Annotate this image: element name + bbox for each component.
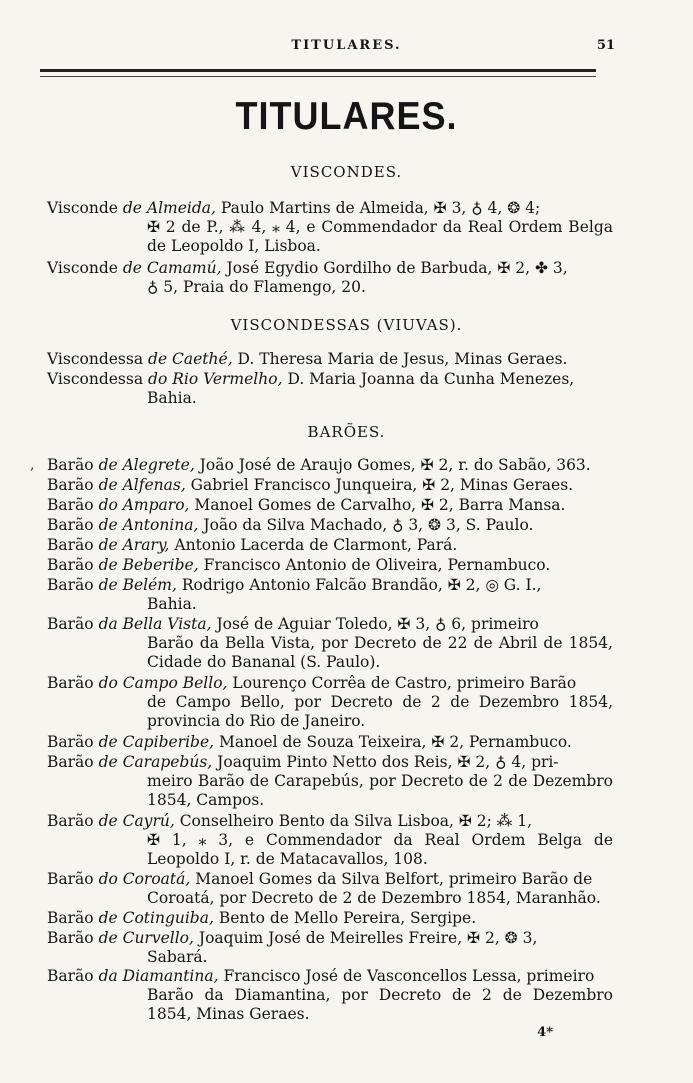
entry-rank: Barão — [47, 456, 94, 474]
entry-place: de Almeida, — [122, 199, 216, 217]
entry-rank: Visconde — [47, 259, 118, 277]
entry-barao-coroata — [47, 870, 613, 908]
entry-rank: Barão — [47, 929, 94, 947]
entry-place: do Rio Vermelho, — [148, 370, 283, 388]
signature-mark: 4* — [537, 1025, 553, 1040]
entry-barao-carapebus — [47, 753, 613, 810]
section-heading-viscondessas: VISCONDESSAS (VIUVAS). — [230, 316, 463, 334]
section-heading-viscondes: VISCONDES. — [290, 163, 403, 181]
entry-rank: Barão — [47, 496, 94, 514]
entry-place: de Caethé, — [148, 350, 233, 368]
entry-text: João José de Araujo Gomes, ✠ 2, r. do Sabão, 363. — [194, 456, 591, 474]
entry-continuation: ✠ 1, ⁎ 3, e Commendador da Real Ordem Belga de Leopoldo I, r. de Matacavallos, 108. — [147, 831, 613, 868]
entry-barao-alegrete — [30, 456, 613, 475]
entry-text: Manoel Gomes de Carvalho, ✠ 2, Barra Mansa. — [189, 496, 566, 514]
entry-place: de Capiberibe, — [98, 733, 215, 751]
entry-barao-beberibe — [47, 556, 613, 575]
entry-rank: Barão — [47, 516, 94, 534]
entry-rank: Barão — [47, 870, 94, 888]
entry-text: Joaquim José de Meirelles Freire, ✠ 2, ❂ 3, — [193, 929, 538, 947]
entry-rank: Barão — [47, 909, 94, 927]
entry-text: Conselheiro Bento da Silva Lisboa, ✠ 2; ⁂ 1, — [174, 812, 533, 830]
entry-place: de Alfenas, — [98, 476, 186, 494]
entry-barao-arary — [47, 536, 613, 555]
entry-place: de Antonina, — [98, 516, 199, 534]
running-head — [0, 38, 693, 58]
entry-barao-bella-vista — [47, 615, 613, 672]
entry-barao-antonina — [47, 516, 613, 535]
page-number: 51 — [596, 38, 615, 53]
entry-rank: Barão — [47, 674, 94, 692]
entry-text: João da Silva Machado, ♁ 3, ❂ 3, S. Paulo. — [198, 516, 534, 534]
entry-text: Francisco Antonio de Oliveira, Pernambuco. — [198, 556, 551, 574]
entry-text: Joaquim Pinto Netto dos Reis, ✠ 2, ♁ 4, pri- — [212, 753, 559, 771]
entry-text: Paulo Martins de Almeida, ✠ 3, ♁ 4, ❂ 4; — [215, 199, 541, 217]
entry-continuation: de Campo Bello, por Decreto de 2 de Dezembro 1854, provincia do Rio de Janeiro. — [147, 693, 613, 730]
entry-place: de Camamú, — [122, 259, 222, 277]
entry-barao-amparo — [47, 496, 613, 515]
entry-rank: Barão — [47, 476, 94, 494]
entry-place: de Cayrú, — [98, 812, 175, 830]
entry-text: Francisco José de Vasconcellos Lessa, primeiro — [218, 967, 595, 985]
entry-rank: Barão — [47, 556, 94, 574]
header-rule — [40, 69, 596, 77]
entry-text: Bento de Mello Pereira, Sergipe. — [213, 909, 477, 927]
entry-text: Rodrigo Antonio Falcão Brandão, ✠ 2, ◎ G. I., — [176, 576, 542, 594]
entry-place: de Cotinguiba, — [98, 909, 214, 927]
entry-place: de Beberibe, — [98, 556, 199, 574]
section-heading-baroes: BARÕES. — [307, 423, 386, 441]
entry-rank: Barão — [47, 967, 94, 985]
entry-visconde-almeida — [47, 199, 613, 256]
entry-text: José Egydio Gordilho de Barbuda, ✠ 2, ✤ 3, — [221, 259, 568, 277]
entry-text: D. Maria Joanna da Cunha Menezes, — [282, 370, 575, 388]
entry-rank: Viscondessa — [47, 370, 144, 388]
entry-text: Gabriel Francisco Junqueira, ✠ 2, Minas Geraes. — [185, 476, 574, 494]
entry-text: Lourenço Corrêa de Castro, primeiro Barão — [227, 674, 577, 692]
entry-text: Manoel de Souza Teixeira, ✠ 2, Pernambuco. — [214, 733, 572, 751]
entry-rank: Barão — [47, 733, 94, 751]
entry-rank: Viscondessa — [47, 350, 144, 368]
entry-text: D. Theresa Maria de Jesus, Minas Geraes. — [232, 350, 568, 368]
entry-place: do Amparo, — [98, 496, 190, 514]
entry-continuation: Sabará. — [147, 948, 208, 966]
entry-barao-cayru — [47, 812, 613, 869]
entry-barao-cotinguiba — [47, 909, 613, 928]
entry-barao-capiberibe — [47, 733, 613, 752]
margin-mark: , — [30, 457, 35, 473]
entry-rank: Barão — [47, 615, 94, 633]
entry-continuation: meiro Barão de Carapebús, por Decreto de 2 de Dezembro 1854, Campos. — [147, 772, 613, 809]
entry-rank: Barão — [47, 576, 94, 594]
entry-barao-alfenas — [47, 476, 613, 495]
entry-rank: Barão — [47, 812, 94, 830]
entry-barao-campo-bello — [47, 674, 613, 731]
entry-continuation: Bahia. — [147, 595, 197, 613]
entry-viscondessa-caethe — [47, 350, 613, 369]
main-title: TITULARES. — [235, 93, 458, 138]
entry-viscondessa-rio-vermelho — [47, 370, 613, 408]
entry-barao-curvello — [47, 929, 613, 967]
entry-barao-diamantina — [47, 967, 613, 1024]
entry-rank: Barão — [47, 536, 94, 554]
entry-text: Manoel Gomes da Silva Belfort, primeiro Barão de — [190, 870, 593, 888]
entry-place: de Belém, — [98, 576, 177, 594]
entry-continuation: ✠ 2 de P., ⁂ 4, ⁎ 4, e Commendador da Real Ordem Belga de Leopoldo I, Lisboa. — [147, 218, 613, 255]
entry-barao-belem — [47, 576, 613, 614]
entry-visconde-camamu — [47, 259, 613, 297]
entry-continuation: ♁ 5, Praia do Flamengo, 20. — [147, 278, 366, 296]
entry-place: da Bella Vista, — [98, 615, 212, 633]
entry-continuation: Coroatá, por Decreto de 2 de Dezembro 1854, Maranhão. — [147, 889, 601, 907]
running-title: TITULARES. — [291, 38, 402, 53]
entry-continuation: Bahia. — [147, 389, 197, 407]
entry-place: de Alegrete, — [98, 456, 195, 474]
entry-place: do Campo Bello, — [98, 674, 228, 692]
entry-continuation: Barão da Bella Vista, por Decreto de 22 de Abril de 1854, Cidade do Bananal (S. Paulo). — [147, 634, 613, 671]
entry-place: de Curvello, — [98, 929, 194, 947]
entry-place: da Diamantina, — [98, 967, 219, 985]
entry-place: de Arary, — [98, 536, 170, 554]
entry-text: Antonio Lacerda de Clarmont, Pará. — [169, 536, 458, 554]
entry-text: José de Aguiar Toledo, ✠ 3, ♁ 6, primeiro — [211, 615, 539, 633]
entry-place: do Coroatá, — [98, 870, 191, 888]
entry-continuation: Barão da Diamantina, por Decreto de 2 de Dezembro 1854, Minas Geraes. — [147, 986, 613, 1023]
entry-place: de Carapebús, — [98, 753, 213, 771]
entry-rank: Barão — [47, 753, 94, 771]
entry-rank: Visconde — [47, 199, 118, 217]
